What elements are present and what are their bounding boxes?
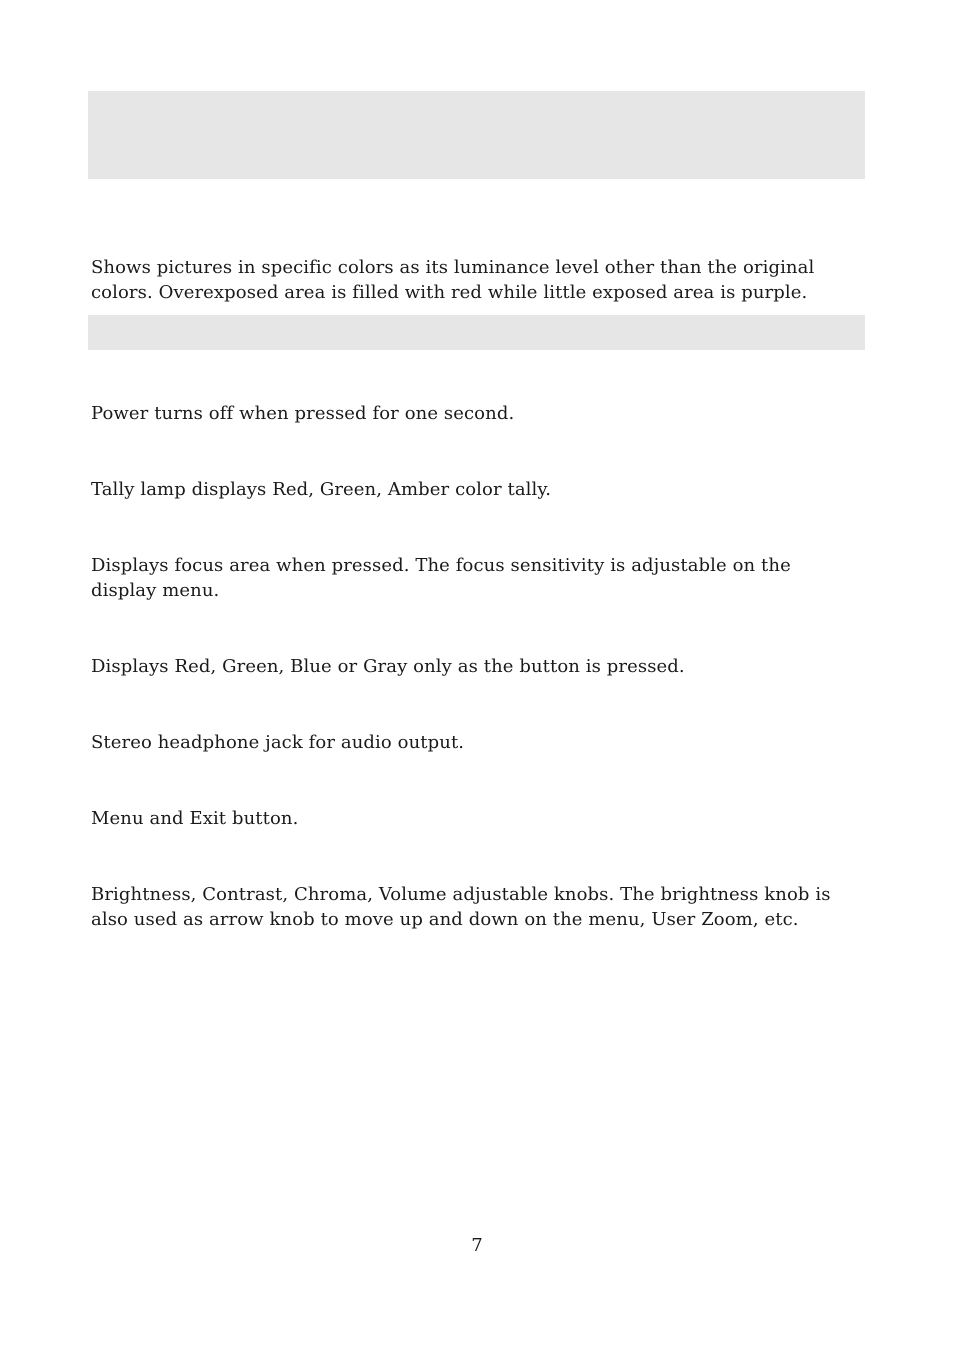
menu-exit-description: Menu and Exit button. xyxy=(91,808,299,829)
knobs-description: Brightness, Contrast, Chroma, Volume adjustable knobs. The brightness knob is also used as arrow knob to move up and down on the menu, User Zoom, etc. xyxy=(91,884,831,930)
false-color-description: Shows pictures in specific colors as its luminance level other than the original colors. Overexposed area is filled with red while little exposed area is purple. xyxy=(91,257,815,303)
section-band xyxy=(88,315,865,350)
tally-description: Tally lamp displays Red, Green, Amber color tally. xyxy=(91,479,552,500)
color-only-description: Displays Red, Green, Blue or Gray only as the button is pressed. xyxy=(91,656,685,677)
header-band xyxy=(88,91,865,179)
power-description: Power turns off when pressed for one second. xyxy=(91,403,515,424)
page-number: 7 xyxy=(471,1235,483,1256)
focus-description: Displays focus area when pressed. The focus sensitivity is adjustable on the display menu. xyxy=(91,555,791,601)
headphone-description: Stereo headphone jack for audio output. xyxy=(91,732,465,753)
